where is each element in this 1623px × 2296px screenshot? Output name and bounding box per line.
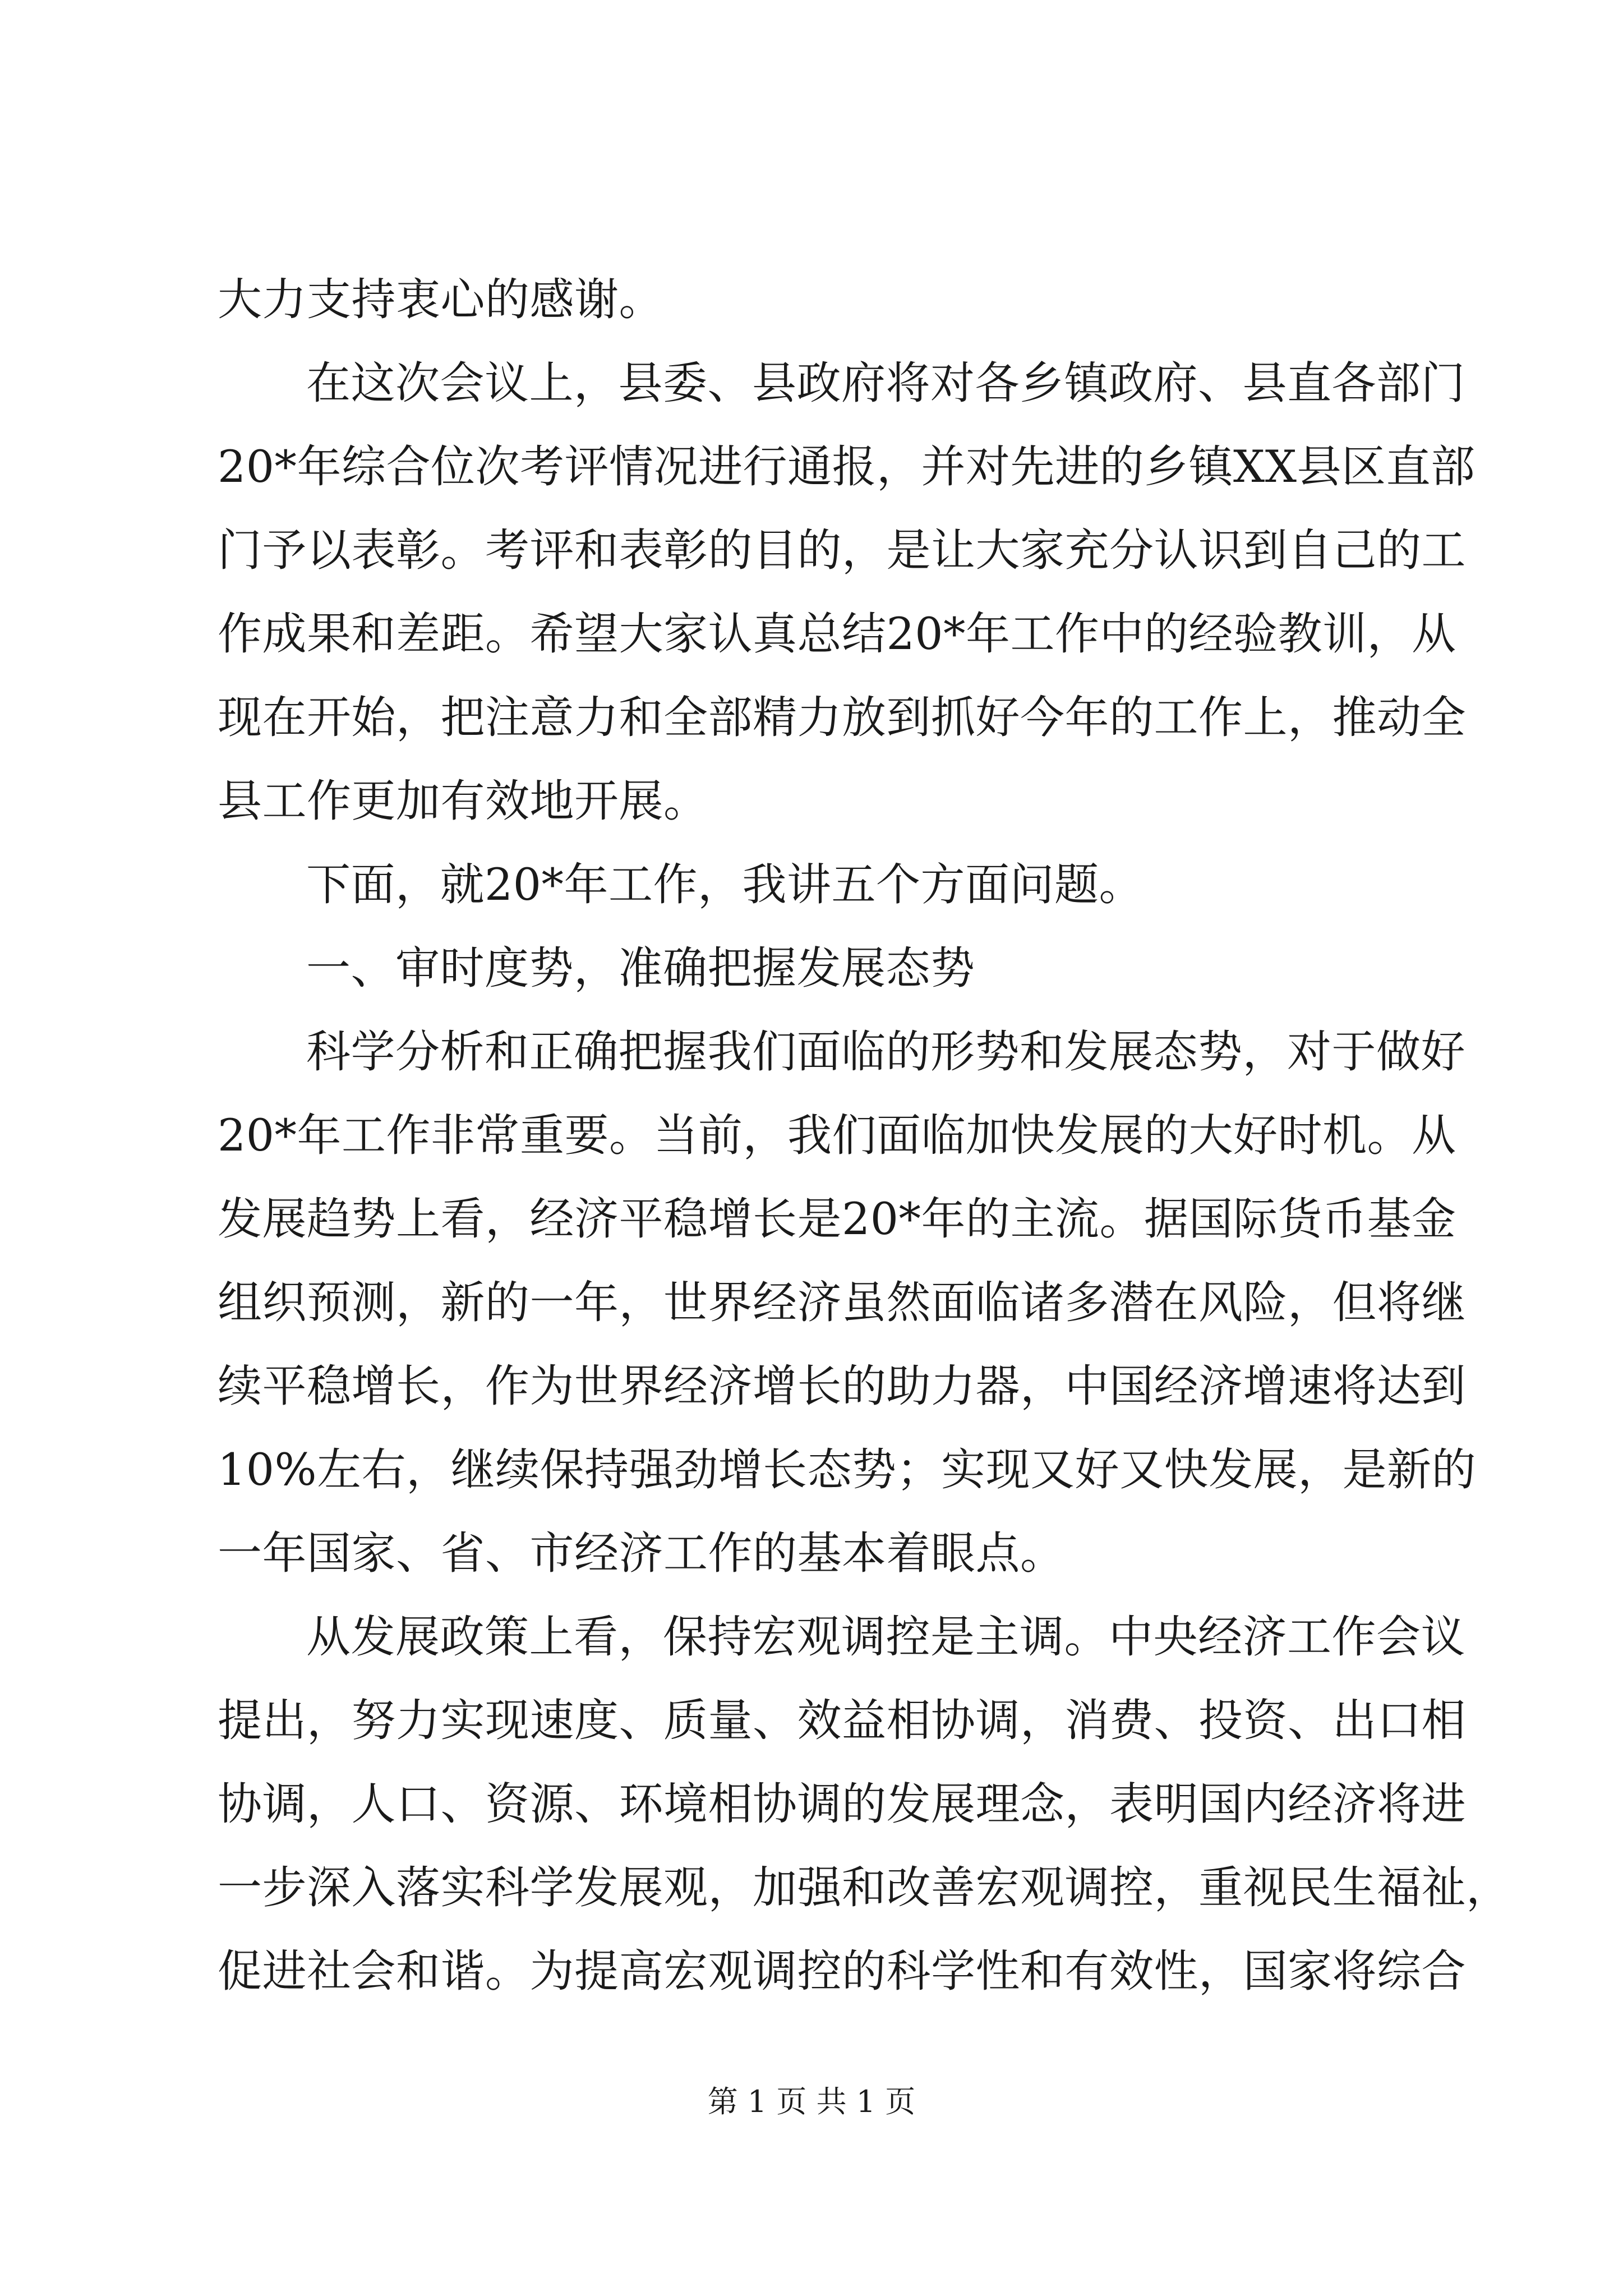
section-heading: 一、审时度势，准确把握发展态势 <box>306 942 975 994</box>
text-line: 一步深入落实科学发展观，加强和改善宏观调控，重视民生福祉， <box>218 1862 1511 1913</box>
text-line: 提出，努力实现速度、质量、效益相协调，消费、投资、出口相 <box>218 1695 1466 1746</box>
text-line: 一年国家、省、市经济工作的基本着眼点。 <box>218 1527 1065 1579</box>
text-line: 20*年综合位次考评情况进行通报，并对先进的乡镇XX县区直部 <box>218 441 1476 493</box>
text-line: 作成果和差距。希望大家认真总结20*年工作中的经验教训，从 <box>218 608 1456 660</box>
text-line: 科学分析和正确把握我们面临的形势和发展态势，对于做好 <box>306 1026 1465 1078</box>
text-line: 县工作更加有效地开展。 <box>218 775 708 827</box>
text-line: 从发展政策上看，保持宏观调控是主调。中央经济工作会议 <box>306 1611 1465 1663</box>
text-line: 现在开始，把注意力和全部精力放到抓好今年的工作上，推动全 <box>218 692 1466 743</box>
page-number-label: 第 1 页 共 1 页 <box>707 2084 916 2119</box>
document-body <box>218 258 1511 2013</box>
text-line: 10%左右，继续保持强劲增长态势；实现又好又快发展，是新的 <box>218 1444 1477 1496</box>
text-line: 下面，就20*年工作，我讲五个方面问题。 <box>306 859 1144 910</box>
text-line: 门予以表彰。考评和表彰的目的，是让大家充分认识到自己的工 <box>218 524 1466 576</box>
text-line: 续平稳增长，作为世界经济增长的助力器，中国经济增速将达到 <box>218 1360 1466 1412</box>
text-line: 20*年工作非常重要。当前，我们面临加快发展的大好时机。从 <box>218 1110 1456 1161</box>
text-line: 发展趋势上看，经济平稳增长是20*年的主流。据国际货币基金 <box>218 1193 1456 1245</box>
text-line: 大力支持衷心的感谢。 <box>218 274 663 325</box>
text-line: 组织预测，新的一年，世界经济虽然面临诸多潜在风险，但将继 <box>218 1277 1466 1328</box>
text-line: 在这次会议上，县委、县政府将对各乡镇政府、县直各部门 <box>306 357 1465 409</box>
text-line: 协调，人口、资源、环境相协调的发展理念，表明国内经济将进 <box>218 1778 1466 1830</box>
page-footer <box>0 2082 1623 2122</box>
text-line: 促进社会和谐。为提高宏观调控的科学性和有效性，国家将综合 <box>218 1945 1466 1997</box>
